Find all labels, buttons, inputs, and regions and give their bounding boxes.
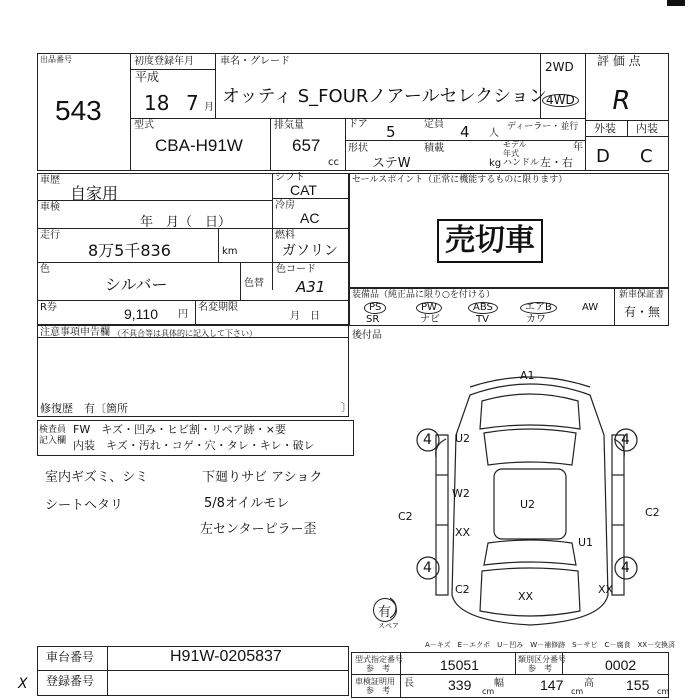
kg-label: kg [489,158,502,169]
equip-airbag: エアB [520,302,557,314]
mark-c2-bottom: C2 [455,583,470,596]
exterior-grade: D [596,146,610,167]
shift-value: CAT [290,182,317,198]
capacity-unit: 人 [489,128,499,139]
equipment-label: 装備品（純正品に限り○を付ける） [352,290,495,300]
exterior-label: 外装 [594,122,616,135]
eval-score: R [609,86,633,116]
cert-label: 車検証明用 [355,677,395,686]
drive-4wd: 4WD [542,94,579,107]
color-swap-label: 色替 [244,278,264,289]
mark-xx-right: XX [598,583,614,596]
model-label: 型式 [134,120,154,131]
reg-no-label: 登録番号 [46,674,95,688]
recycle-label: R券 [40,302,57,313]
eval-label: 評 価 点 [597,54,641,68]
inspector-row2: 内装 キズ・汚れ・コゲ・穴・タレ・キレ・破レ [73,439,315,452]
history-value: 自家用 [70,184,119,203]
declaration-label: 注意事項申告欄 [40,327,110,338]
mark-xx-bottom: XX [518,590,534,603]
equip-ps: PS [364,302,386,314]
height-label: 高 [584,678,594,689]
fuel-label: 燃料 [275,230,295,241]
damage-legend: A－キズ E－エクボ U－凹み W－補修跡 S－サビ C－腐食 XX－交換済 [425,641,676,649]
length-value: 339 [448,677,472,693]
mark-w2: W2 [452,487,470,500]
tire-front-left: 4 [423,432,432,448]
warranty-label: 新車保証書 [619,290,665,300]
declaration-sub: （不具合等は具体的に記入して下さい） [113,329,257,338]
nominal-value: 月 日 [290,311,320,322]
capacity-label: 定員 [424,119,444,130]
comment-4: 5/8オイルモレ [204,496,290,511]
displacement: 657 [292,136,321,155]
doors-label: ドア [348,119,368,130]
mark-a1: A1 [520,369,535,382]
model-year-label: モデル 年式 [503,140,527,158]
year-unit: 年 [573,142,583,153]
era-label: 平成 [135,70,160,84]
repair-close: 〕 [341,401,352,414]
equip-sr: SR [366,314,380,325]
mark-c2-right: C2 [645,506,660,519]
cert-sub: 参 考 [366,686,390,695]
car-name: オッティ S_FOURノアールセレクション [222,86,547,107]
repair-label: 修復歴 有〔箇所 [40,402,128,415]
mileage-value: 8万5千836 [88,241,171,260]
capacity: 4 [460,123,470,141]
color-value: シルバー [105,275,168,294]
nominal-label: 名変期限 [198,302,238,313]
model: CBA-H91W [155,136,243,155]
month-unit: 月 [204,102,214,113]
km-label: km [222,246,238,257]
equip-navi: ナビ [420,314,440,325]
height-value: 155 [626,677,650,693]
ac-value: AC [300,210,320,226]
recycle-unit: 円 [178,309,188,320]
warranty-value: 有・無 [624,305,661,319]
history-label: 車歴 [40,175,60,186]
retrofit-label: 後付品 [352,330,382,341]
color-label: 色 [40,264,50,275]
type-cert-value: 15051 [440,657,479,673]
tire-rear-right: 4 [621,560,630,576]
class-value: 0002 [605,657,637,673]
equip-pw: PW [416,302,442,314]
corner-tab [667,0,685,6]
tire-rear-left: 4 [423,560,432,576]
reg-month: 7 [186,91,199,115]
load-label: 積載 [424,143,444,154]
interior-label: 内装 [636,122,658,135]
height-cm: cm [657,687,670,696]
sales-point-label: セールスポイント（正常に機能するものに限ります） [352,175,568,185]
handle-label: ハンドル [503,158,540,168]
mileage-label: 走行 [40,230,60,241]
shift-label: シフト [275,172,305,183]
equip-abs: ABS [468,302,498,314]
type-cert-sub: 参 考 [366,664,390,673]
width-value: 147 [540,677,564,693]
tire-front-right: 4 [621,432,630,448]
lot-number: 543 [55,95,102,126]
handle-value: 左・右 [540,156,573,169]
recycle-value: 9,110 [124,306,158,322]
equip-leather: カワ [526,314,546,325]
mark-u2-front: U2 [455,432,471,445]
interior-grade: C [640,146,653,167]
fuel-value: ガソリン [282,243,338,259]
comment-5: 左センターピラー歪 [200,522,317,537]
mark-u2-center: U2 [520,498,536,511]
length-cm: cm [482,687,495,696]
equip-tv: TV [476,314,489,325]
length-label: 長 [404,678,414,689]
drive-2wd: 2WD [545,60,574,74]
doors: 5 [386,123,396,141]
color-code-label: 色コード [276,264,316,275]
equip-aw: AW [582,302,599,313]
inspection-label: 車検 [40,202,60,213]
corner-x-mark: X [18,676,28,692]
type-cert-label: 型式指定番号 [355,655,403,664]
chassis-value: H91W-0205837 [170,648,282,665]
spare-sub: スペア [378,622,399,630]
spare-label: 有 [378,605,392,620]
sold-stamp: 売切車 [437,219,543,263]
comment-2: シートヘタリ [45,498,124,513]
width-label: 幅 [494,678,504,689]
ac-label: 冷房 [275,200,295,211]
displacement-label: 排気量 [274,120,304,131]
shape: ステW [372,156,411,171]
inspection-value: 年 月（ 日） [140,215,232,230]
class-sub: 参 考 [528,664,552,673]
color-code: A31 [296,278,326,296]
cc-label: cc [328,157,339,168]
mark-c2-left: C2 [398,510,413,523]
mark-xx-left: XX [455,526,471,539]
first-reg-label: 初度登録年月 [134,56,194,67]
dealer-label: ディーラー・並行 [507,122,579,132]
width-cm: cm [571,687,584,696]
lot-label: 出品番号 [40,55,72,64]
chassis-label: 車台番号 [46,650,95,664]
shape-label: 形状 [348,143,368,154]
comment-3: 下廻りサビ アショク [202,470,323,485]
class-label: 類別区分番号 [518,655,566,664]
reg-year: 18 [144,91,170,115]
car-name-label: 車名・グレード [220,56,290,67]
comment-1: 室内ギズミ、シミ [45,470,149,485]
mark-u1: U1 [578,536,594,549]
inspector-label: 検査員記入欄 [39,425,67,446]
inspector-row1: FW キズ・凹み・ヒビ割・リペア跡・×要 [73,423,286,436]
